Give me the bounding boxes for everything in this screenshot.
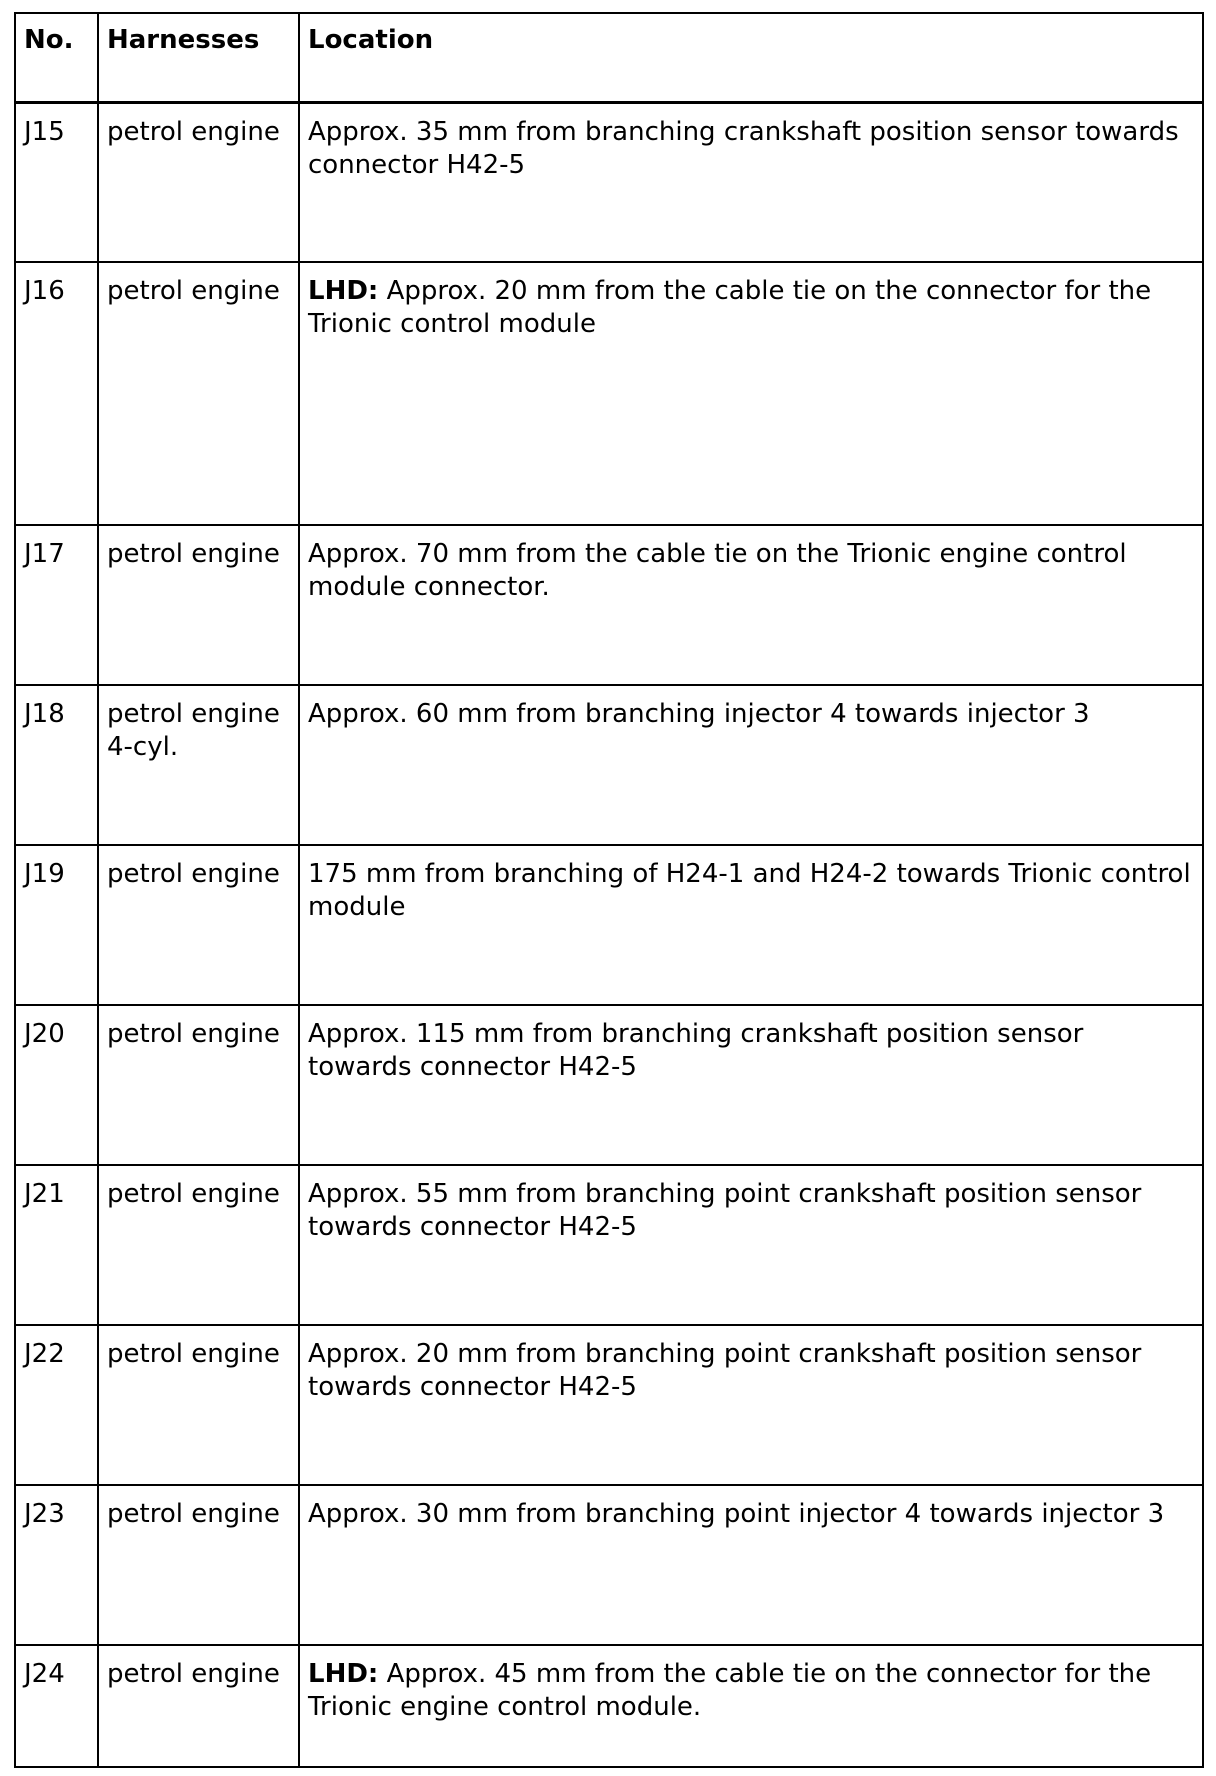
cell-location xyxy=(299,845,1203,1005)
cell-harness: petrol engine xyxy=(98,102,299,262)
cell-no: J17 xyxy=(15,525,98,685)
location-prefix: LHD: xyxy=(308,1659,379,1689)
cell-harness: petrol engine xyxy=(98,845,299,1005)
table-row xyxy=(15,1165,1203,1325)
cell-harness: petrol engine xyxy=(98,262,299,525)
location-text: Approx. 60 mm from branching injector 4 towards injector 3 xyxy=(308,699,1090,729)
table-row xyxy=(15,1645,1203,1767)
cell-harness: petrol engine xyxy=(98,525,299,685)
location-text: Approx. 20 mm from the cable tie on the connector for the Trionic control module xyxy=(308,276,1152,339)
cell-harness: petrol engine xyxy=(98,1325,299,1485)
cell-no: J21 xyxy=(15,1165,98,1325)
cell-location xyxy=(299,1485,1203,1645)
cell-location xyxy=(299,685,1203,845)
cell-no: J16 xyxy=(15,262,98,525)
cell-no: J22 xyxy=(15,1325,98,1485)
location-text: Approx. 45 mm from the cable tie on the connector for the Trionic engine control module. xyxy=(308,1659,1152,1722)
location-text: Approx. 35 mm from branching crankshaft position sensor towards connector H42-5 xyxy=(308,116,1179,180)
table-row xyxy=(15,1005,1203,1165)
cell-location xyxy=(299,1005,1203,1165)
harness-location-table xyxy=(14,12,1204,1768)
table-row xyxy=(15,845,1203,1005)
table-row xyxy=(15,262,1203,525)
header-harnesses: Harnesses xyxy=(98,13,299,102)
cell-harness: petrol engine 4-cyl. xyxy=(98,685,299,845)
cell-no: J19 xyxy=(15,845,98,1005)
table-row xyxy=(15,1325,1203,1485)
cell-location xyxy=(299,262,1203,525)
cell-no: J23 xyxy=(15,1485,98,1645)
cell-no: J18 xyxy=(15,685,98,845)
table-row xyxy=(15,525,1203,685)
location-text: 175 mm from branching of H24-1 and H24-2 towards Trionic control module xyxy=(308,859,1191,922)
cell-no: J24 xyxy=(15,1645,98,1767)
table-row xyxy=(15,102,1203,262)
cell-no: J20 xyxy=(15,1005,98,1165)
location-text: Approx. 20 mm from branching point crankshaft position sensor towards connector H42-5 xyxy=(308,1339,1142,1402)
location-text: Approx. 70 mm from the cable tie on the Trionic engine control module connector. xyxy=(308,539,1127,602)
cell-no: J15 xyxy=(15,102,98,262)
cell-location xyxy=(299,102,1203,262)
cell-harness: petrol engine xyxy=(98,1005,299,1165)
table-row xyxy=(15,685,1203,845)
table-row xyxy=(15,1485,1203,1645)
cell-harness: petrol engine xyxy=(98,1165,299,1325)
cell-harness: petrol engine xyxy=(98,1645,299,1767)
location-prefix: LHD: xyxy=(308,276,379,306)
cell-location xyxy=(299,1325,1203,1485)
location-text: Approx. 115 mm from branching crankshaft position sensor towards connector H42-5 xyxy=(308,1019,1084,1082)
cell-location xyxy=(299,1165,1203,1325)
cell-harness: petrol engine xyxy=(98,1485,299,1645)
location-text: Approx. 55 mm from branching point crankshaft position sensor towards connector H42-5 xyxy=(308,1179,1142,1242)
header-no: No. xyxy=(15,13,98,102)
header-location: Location xyxy=(299,13,1203,102)
table-header-row xyxy=(15,13,1203,102)
cell-location xyxy=(299,525,1203,685)
location-text: Approx. 30 mm from branching point injector 4 towards injector 3 xyxy=(308,1499,1165,1529)
cell-location xyxy=(299,1645,1203,1767)
